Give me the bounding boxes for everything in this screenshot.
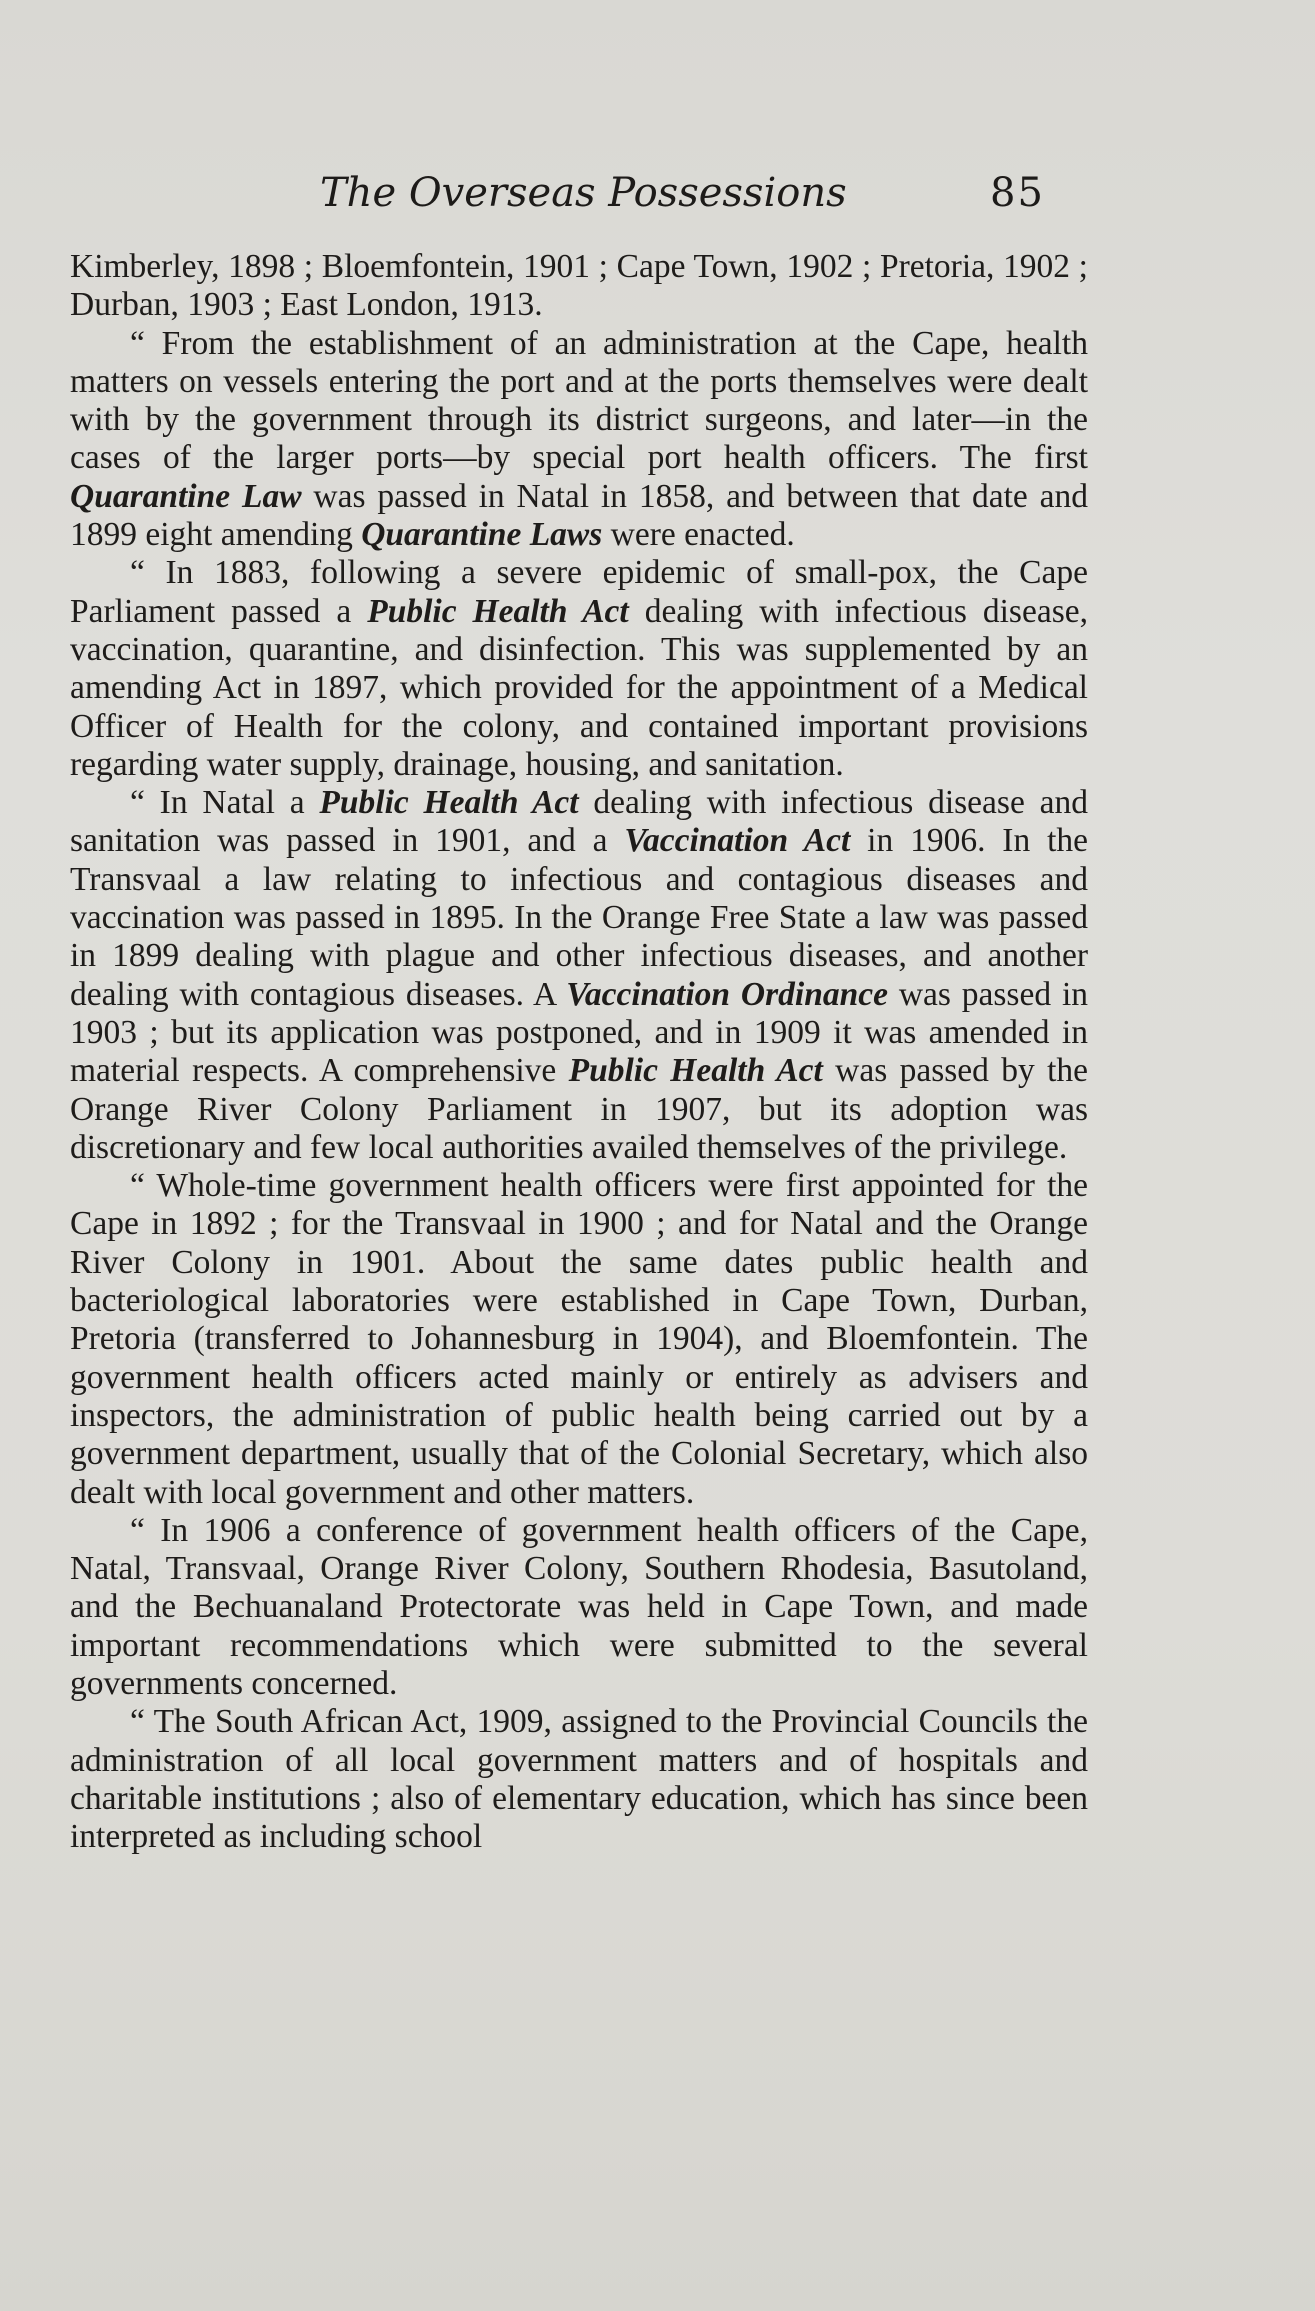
text-run: was passed in Natal in 1858, and between that date and 1899 eight amending: [70, 477, 1088, 554]
italic-title: Vaccination Ordinance: [566, 975, 888, 1013]
paragraph: [70, 1167, 1088, 1512]
text-run: “ In Natal a: [130, 784, 320, 822]
body-text: [70, 248, 1088, 1856]
text-run: dealing with infectious disease, vaccination, quarantine, and disinfection. This was supplemented by an amending Act in 1897, which provided for the appointment of a Medical Officer of Health for the colony, and contained important provisions regarding water supply, drainage, housing, and sanitation.: [70, 592, 1088, 783]
paragraph: [70, 325, 1088, 555]
page-header: [0, 170, 1315, 230]
italic-title: Quarantine Law: [70, 477, 302, 515]
paragraph: [70, 1703, 1088, 1856]
text-run: “ In 1906 a conference of government health officers of the Cape, Natal, Transvaal, Orange River Colony, Southern Rhodesia, Basutoland, and the Bechuanaland Protectorate was held in Cape Town, and made important recommendations which were submitted to the several governments concerned.: [70, 1511, 1088, 1702]
page-number: 85: [990, 170, 1045, 216]
paragraph: [70, 248, 1088, 325]
text-run: “ Whole-time government health officers were first appointed for the Cape in 1892 ; for the Transvaal in 1900 ; and for Natal and the Orange River Colony in 1901. About the same dates public health and bacteriological laboratories were established in Cape Town, Durban, Pretoria (transferred to Johannesburg in 1904), and Bloemfontein. The government health officers acted mainly or entirely as advisers and inspectors, the administration of public health being carried out by a government department, usually that of the Colonial Secretary, which also dealt with local government and other matters.: [70, 1167, 1088, 1511]
text-run: “ In 1883, following a severe epidemic of small-pox, the Cape Parliament passed a: [70, 554, 1088, 630]
running-title: The Overseas Possessions: [320, 170, 847, 216]
paragraph: [70, 1512, 1088, 1703]
text-run: in 1906. In the Transvaal a law relating to infectious and contagious diseases and vaccination was passed in 1895. In the Orange Free State a law was passed in 1899 dealing with plague and other infectious diseases, and another dealing with contagious diseases. A: [70, 822, 1088, 1013]
text-run: was passed in 1903 ; but its application was postponed, and in 1909 it was amended in material respects. A comprehensive: [70, 975, 1088, 1090]
text-run: were enacted.: [602, 516, 795, 554]
italic-title: Public Health Act: [367, 592, 629, 630]
paragraph: [70, 554, 1088, 784]
paragraph: [70, 784, 1088, 1167]
italic-title: Quarantine Laws: [361, 516, 603, 554]
text-run: “ From the establishment of an administration at the Cape, health matters on vessels entering the port and at the ports themselves were dealt with by the government through its district surgeons, and later—in the cases of the larger ports—by special port health officers. The first: [70, 324, 1088, 477]
italic-title: Vaccination Act: [624, 822, 851, 860]
text-run: Kimberley, 1898 ; Bloemfontein, 1901 ; Cape Town, 1902 ; Pretoria, 1902 ; Durban, 1903 ; East London, 1913.: [70, 248, 1088, 324]
italic-title: Public Health Act: [319, 784, 579, 822]
italic-title: Public Health Act: [568, 1052, 823, 1090]
text-run: was passed by the Orange River Colony Parliament in 1907, but its adoption was discretionary and few local authorities availed themselves of the privilege.: [70, 1052, 1088, 1166]
text-run: “ The South African Act, 1909, assigned to the Provincial Councils the administration of all local government matters and of hospitals and charitable institutions ; also of elementary education, which has since been interpreted as including school: [70, 1703, 1088, 1856]
text-run: dealing with infectious disease and sanitation was passed in 1901, and a: [70, 784, 1088, 860]
